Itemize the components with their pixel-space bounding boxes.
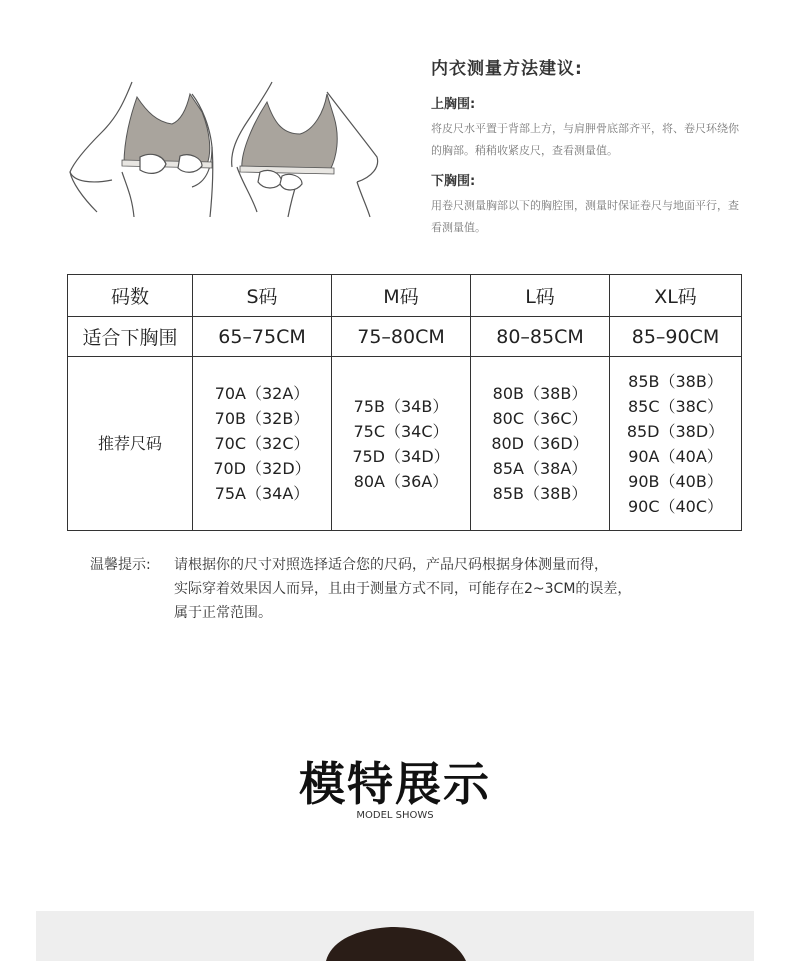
recommend-label-cell: 推荐尺码 xyxy=(68,357,193,531)
tips-block xyxy=(90,553,631,625)
size-xl-cell: XL码 xyxy=(610,275,742,317)
recommend-list xyxy=(471,381,609,506)
list-item: 75A（34A） xyxy=(214,484,310,503)
size-m-cell: M码 xyxy=(332,275,471,317)
table-row-underbust xyxy=(68,317,742,357)
list-item: 85C（38C） xyxy=(627,396,724,416)
lower-bust-heading: 下胸围: xyxy=(431,174,476,189)
underbust-l-cell: 80–85CM xyxy=(471,317,610,357)
tips-line: 实际穿着效果因人而异，且由于测量方式不同，可能存在2~3CM的误差， xyxy=(174,581,632,597)
underbust-m-cell: 75–80CM xyxy=(332,317,471,357)
list-item: 75C（34C） xyxy=(353,421,449,441)
list-item: 90B（40B） xyxy=(628,471,723,491)
measuring-illustration xyxy=(62,72,392,222)
underbust-label-cell: 适合下胸围 xyxy=(68,317,193,357)
tips-label: 温馨提示: xyxy=(90,557,151,573)
lower-bust-text: 用卷尺测量胸部以下的胸腔围，测量时保证卷尺与地面平行，查看测量值。 xyxy=(431,199,739,234)
upper-bust-heading: 上胸围: xyxy=(431,97,476,112)
underbust-xl-cell: 85–90CM xyxy=(610,317,742,357)
list-item: 90C（40C） xyxy=(627,496,724,516)
list-item: 80A（36A） xyxy=(353,471,449,491)
recommend-list xyxy=(193,381,331,506)
underbust-s-cell: 65–75CM xyxy=(193,317,332,357)
recommend-l-cell xyxy=(471,357,610,531)
size-s-cell: S码 xyxy=(193,275,332,317)
size-table xyxy=(67,274,742,531)
size-l-cell: L码 xyxy=(471,275,610,317)
model-photo xyxy=(36,911,754,961)
list-item: 85B（38B） xyxy=(628,371,723,391)
size-label-cell: 码数 xyxy=(68,275,193,317)
list-item: 85D（38D） xyxy=(626,421,725,441)
list-item: 80C（36C） xyxy=(492,409,588,428)
recommend-m-cell xyxy=(332,357,471,531)
list-item: 75B（34B） xyxy=(353,396,449,416)
list-item: 85A（38A） xyxy=(492,459,588,478)
list-item: 80B（38B） xyxy=(492,384,588,403)
recommend-xl-cell xyxy=(610,357,742,531)
list-item: 70C（32C） xyxy=(214,434,310,453)
table-header-row xyxy=(68,275,742,317)
model-section-title: 模特展示 xyxy=(299,757,491,811)
recommend-list xyxy=(332,394,470,494)
recommend-list xyxy=(610,369,741,519)
list-item: 70D（32D） xyxy=(213,459,311,478)
recommend-s-cell xyxy=(193,357,332,531)
tips-line: 请根据你的尺寸对照选择适合您的尺码，产品尺码根据身体测量而得， xyxy=(174,557,608,573)
guide-title: 内衣测量方法建议: xyxy=(431,59,583,79)
table-row-recommended xyxy=(68,357,742,531)
tips-line: 属于正常范围。 xyxy=(174,605,272,621)
list-item: 75D（34D） xyxy=(352,446,450,466)
measuring-figures-icon xyxy=(62,72,392,222)
list-item: 90A（40A） xyxy=(628,446,723,466)
list-item: 85B（38B） xyxy=(492,484,588,503)
upper-bust-text: 将皮尺水平置于背部上方，与肩胛骨底部齐平，将、卷尺环绕你的胸部。稍稍收紧皮尺，查看测量值。 xyxy=(431,122,739,157)
list-item: 80D（36D） xyxy=(491,434,589,453)
list-item: 70B（32B） xyxy=(214,409,310,428)
model-hair-icon xyxy=(36,911,754,961)
model-section-subtitle: MODEL SHOWS xyxy=(356,810,434,821)
tips-lines xyxy=(174,553,631,625)
measuring-guide xyxy=(431,54,751,239)
list-item: 70A（32A） xyxy=(214,384,310,403)
